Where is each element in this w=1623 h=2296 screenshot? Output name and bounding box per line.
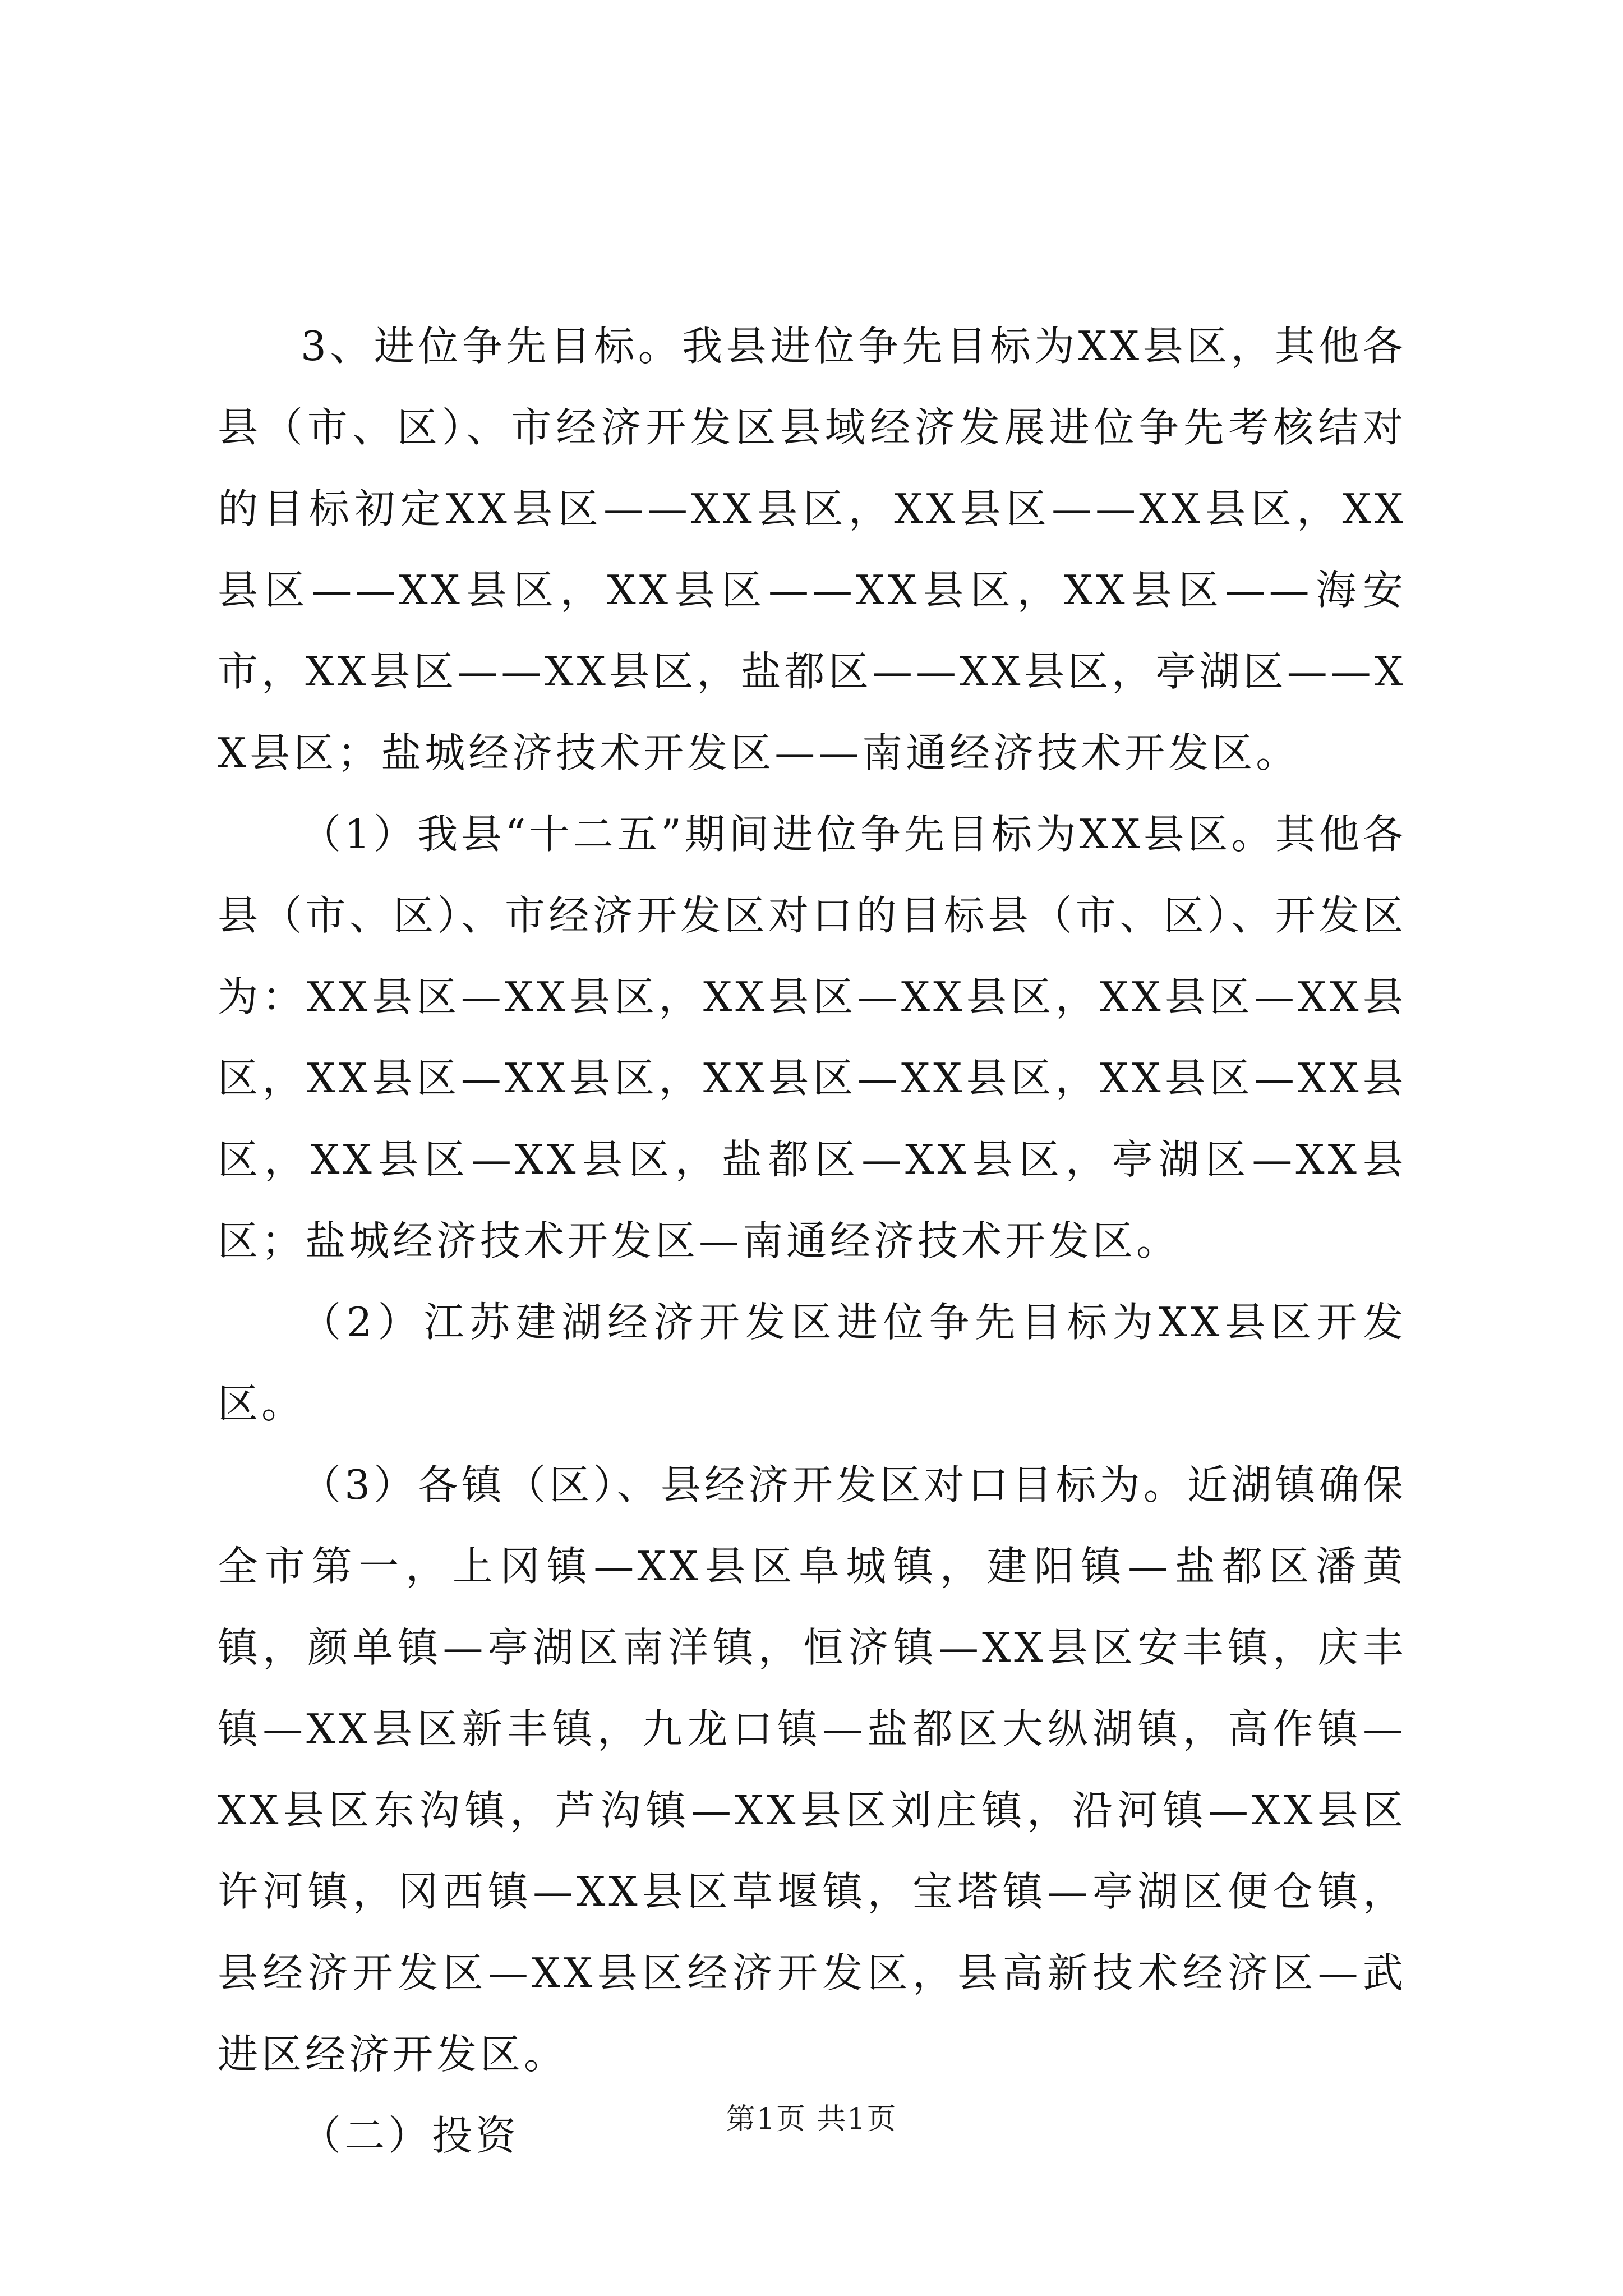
document-body (218, 306, 1407, 2177)
page-footer: 第1页 共1页 (726, 2102, 897, 2136)
paragraph-item-1: （1）我县“十二五”期间进位争先目标为XX县区。其他各县（市、区）、市经济开发区对口的目标县（市、区）、开发区为：XX县区—XX县区，XX县区—XX县区，XX县区—XX县区，XX县区—XX县区，XX县区—XX县区，XX县区—XX县区，XX县区—XX县区，盐都区—XX县区，亭湖区—XX县区；盐城经济技术开发区—南通经济技术开发区。 (218, 811, 1407, 1264)
paragraph-item-3: （3）各镇（区）、县经济开发区对口目标为。近湖镇确保全市第一，上冈镇—XX县区阜城镇，建阳镇—盐都区潘黄镇，颜单镇—亭湖区南洋镇，恒济镇—XX县区安丰镇，庆丰镇—XX县区新丰镇，九龙口镇—盐都区大纵湖镇，高作镇—XX县区东沟镇，芦沟镇—XX县区刘庄镇，沿河镇—XX县区许河镇，冈西镇—XX县区草堰镇，宝塔镇—亭湖区便仓镇，县经济开发区—XX县区经济开发区，县高新技术经济区—武进区经济开发区。 (218, 1461, 1407, 2078)
paragraph-target-overview: 3、进位争先目标。我县进位争先目标为XX县区，其他各县（市、区）、市经济开发区县域经济发展进位争先考核结对的目标初定XX县区——XX县区，XX县区——XX县区，XX县区——XX县区，XX县区——XX县区，XX县区——海安市，XX县区——XX县区，盐都区——XX县区，亭湖区——XX县区；盐城经济技术开发区——南通经济技术开发区。 (218, 323, 1407, 776)
paragraph-item-2: （2）江苏建湖经济开发区进位争先目标为XX县区开发区。 (218, 1299, 1407, 1427)
section-heading-investment: （二）投资 (301, 2112, 520, 2159)
